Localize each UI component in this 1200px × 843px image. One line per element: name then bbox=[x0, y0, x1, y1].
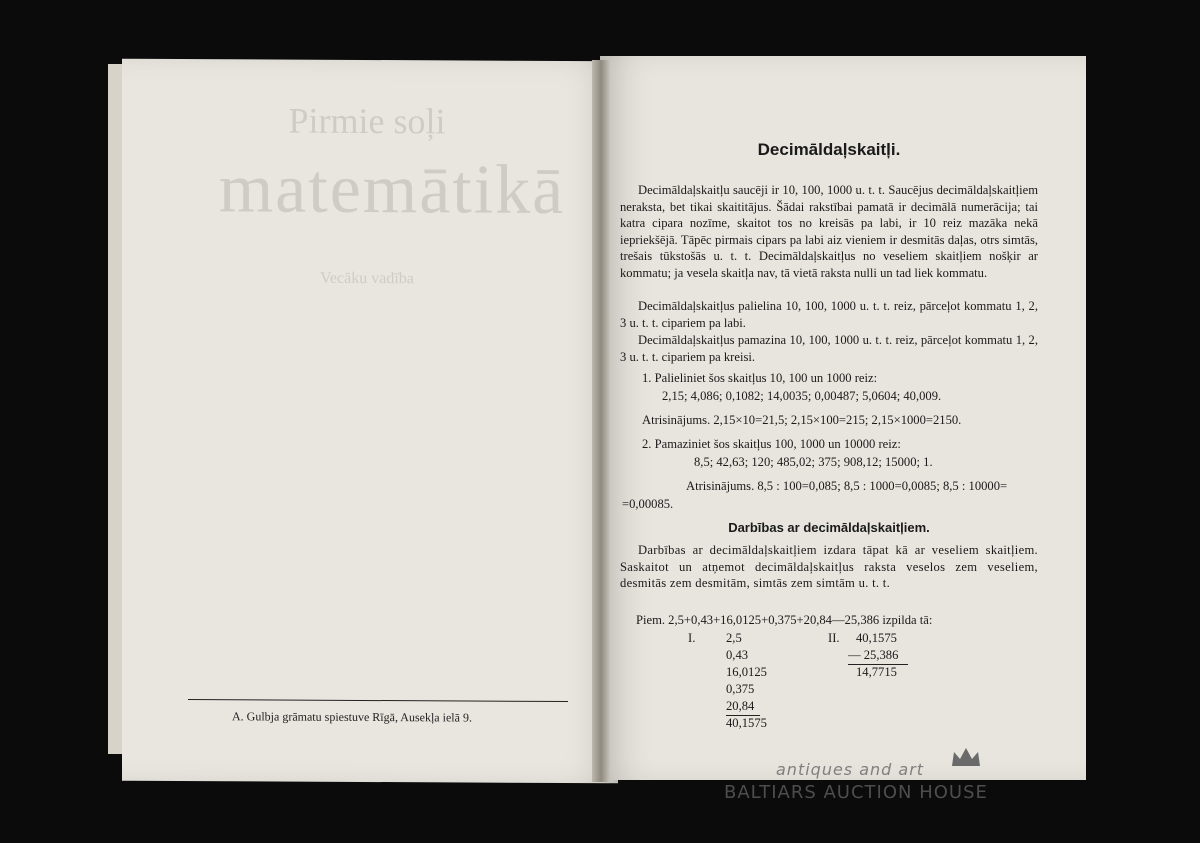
task-2-solution-cont: =0,00085. bbox=[622, 497, 674, 511]
task-2: 2. Pamaziniet šos skaitļus 100, 1000 un 10000 reiz: bbox=[642, 437, 901, 451]
ghost-title-2: matemātikā bbox=[218, 150, 566, 230]
book-gutter bbox=[592, 60, 610, 782]
paragraph-3: Decimāldaļskaitļus pamazina 10, 100, 1000 u. t. t. reiz, pārceļot kommatu 1, 2, 3 u. t. t. cipariem pa kreisi. bbox=[620, 333, 1038, 364]
ghost-title-1: Pirmie soļi bbox=[288, 100, 446, 142]
column-I-value: 2,5 bbox=[726, 631, 742, 645]
column-I-label: I. bbox=[688, 631, 696, 645]
column-I-value: 0,375 bbox=[726, 682, 755, 696]
paragraph-2: Decimāldaļskaitļus palielina 10, 100, 1000 u. t. t. reiz, pārceļot kommatu 1, 2, 3 u. t. t. cipariem pa labi. bbox=[620, 299, 1038, 330]
paragraph-4: Darbības ar decimāldaļskaitļiem izdara tāpat kā ar veseliem skaitļiem. Saskaitot un atņemot decimāldaļskaitļus raksta veselos zem veseliem, desmitās zem desmitām, simtās zem simtām u. t. t. bbox=[620, 543, 1038, 591]
task-2-solution: Atrisinājums. 8,5 : 100=0,085; 8,5 : 1000=0,0085; 8,5 : 10000= bbox=[686, 479, 1008, 493]
column-I-value: 20,84 bbox=[726, 698, 760, 716]
column-II-value: — 25,386 bbox=[848, 647, 908, 665]
example-line: Piem. 2,5+0,43+16,0125+0,375+20,84—25,386 izpilda tā: bbox=[636, 613, 933, 627]
watermark-line-1: antiques and art bbox=[776, 760, 925, 779]
page-title: Decimāldaļskaitļi. bbox=[757, 140, 901, 159]
left-page bbox=[122, 59, 618, 784]
column-I-sum: 40,1575 bbox=[726, 716, 767, 730]
column-II-result: 14,7715 bbox=[856, 665, 897, 679]
imprint-rule bbox=[188, 699, 568, 702]
column-I-value: 0,43 bbox=[726, 648, 749, 662]
task-1-solution: Atrisinājums. 2,15×10=21,5; 2,15×100=215; 2,15×1000=2150. bbox=[642, 413, 962, 427]
task-2-values: 8,5; 42,63; 120; 485,02; 375; 908,12; 15000; 1. bbox=[694, 455, 933, 469]
paragraph-1: Decimāldaļskaitļu saucēji ir 10, 100, 1000 u. t. t. Saucējus decimāldaļskaitļiem neraksta, bet tikai skaititājus. Šādai rakstībai pamatā ir decimālā numerācija; tai katra cipara nozīme, skaitot tos no kreisās pa labi, ir 10 reiz mazāka nekā iepriekšējā. Tāpēc pirmais cipars pa labi aiz vieniem ir desmitās daļas, otrs simtās, trešais tūkstošās u. t. t. Decimāldaļskaitļus no veseliem skaitļiem nošķir ar kommatu; ja vesela skaitļa nav, tā vietā raksta nulli un tad liek kommatu. bbox=[620, 183, 1038, 280]
ghost-subtitle: Vecāku vadība bbox=[320, 269, 414, 288]
printer-imprint: A. Gulbja grāmatu spiestuve Rīgā, Ausekļa ielā 9. bbox=[232, 709, 472, 725]
column-II-label: II. bbox=[828, 631, 840, 645]
watermark-line-2: BALTIARS AUCTION HOUSE bbox=[724, 782, 988, 803]
crown-icon bbox=[950, 746, 982, 768]
section-subtitle: Darbības ar decimāldaļskaitļiem. bbox=[728, 520, 930, 535]
column-I-value: 16,0125 bbox=[726, 665, 767, 679]
task-1-values: 2,15; 4,086; 0,1082; 14,0035; 0,00487; 5,0604; 40,009. bbox=[662, 389, 942, 403]
right-page bbox=[600, 56, 1086, 780]
task-1: 1. Palieliniet šos skaitļus 10, 100 un 1000 reiz: bbox=[642, 371, 878, 385]
column-II-value: 40,1575 bbox=[856, 631, 897, 645]
